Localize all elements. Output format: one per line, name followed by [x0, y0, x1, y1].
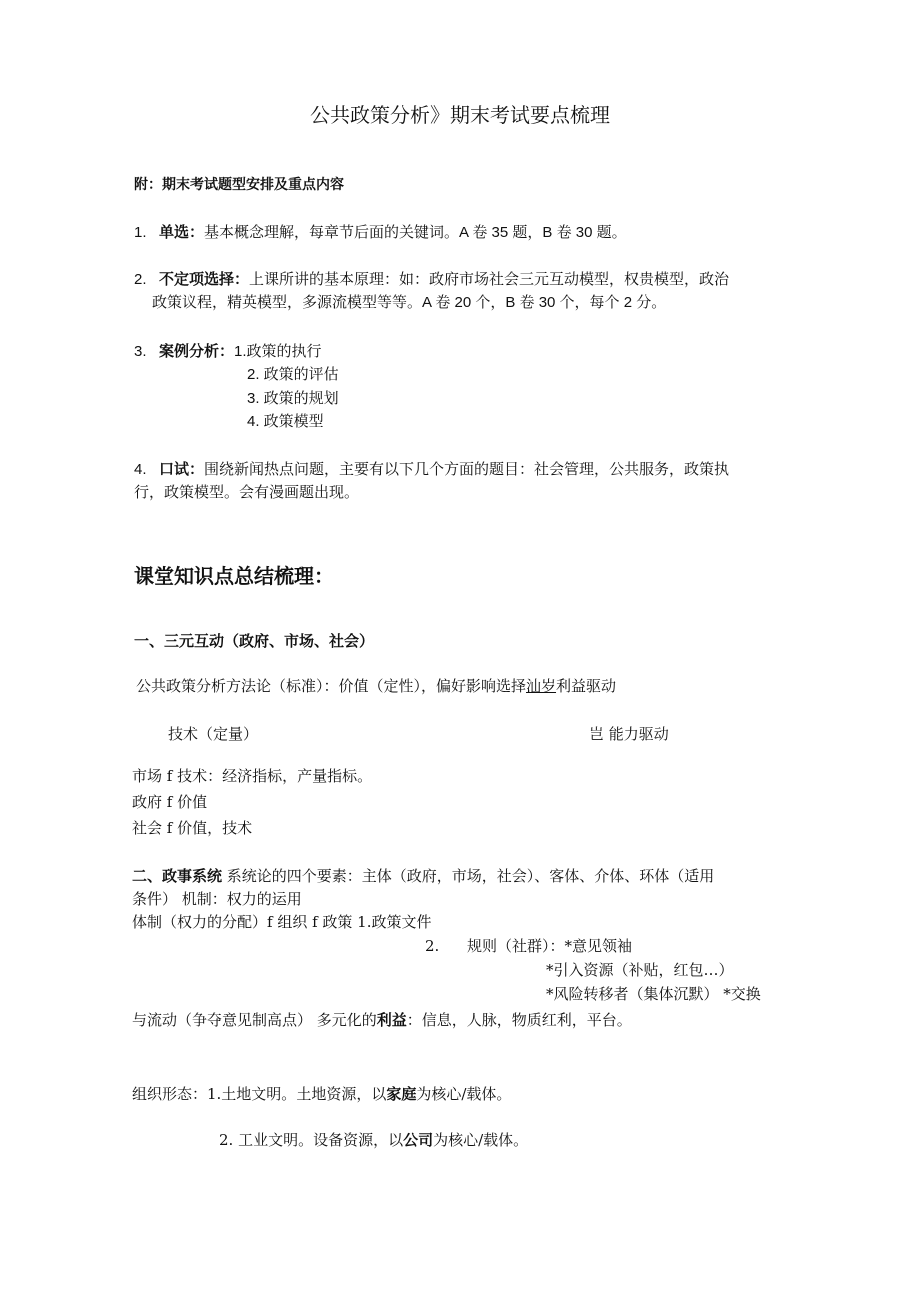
text: 公司 [403, 1131, 434, 1149]
s2-line3: 体制（权力的分配）f 组织 f 政策 1.政策文件 [132, 913, 432, 931]
s2-line4: 规则（社群）：*意见领袖 [467, 937, 633, 955]
label: 口试： [159, 461, 205, 478]
s1-line1 [136, 676, 616, 696]
label: 单选： [159, 224, 205, 241]
s2-num: 2. [425, 937, 440, 955]
text: 公共政策分析方法论（标准）：价值（定性），偏好影响选择 [136, 677, 527, 695]
org-line1 [132, 1084, 511, 1104]
text: 利益 [376, 1011, 407, 1029]
text: 汕岁 [526, 677, 557, 695]
section-heading: 课堂知识点总结梳理： [134, 566, 334, 588]
text: 上课所讲的基本原理：如：政府市场社会三元互动模型，权贵模型，政治 [249, 271, 730, 288]
text: 1.政策的执行 [234, 343, 322, 360]
doc-title: 公共政策分析》期末考试要点梳理 [310, 105, 610, 127]
s1-society: 社会 f 价值，技术 [132, 819, 253, 837]
s1-gov: 政府 f 价值 [132, 793, 208, 811]
case-item: 4. 政策模型 [247, 413, 324, 430]
text: 基本概念理解，每章节后面的关键词。A 卷 35 题，B 卷 30 题。 [204, 224, 627, 241]
s2-line7 [132, 1010, 632, 1030]
item-4-cont: 行，政策模型。会有漫画题出现。 [134, 484, 360, 501]
item-3 [134, 342, 322, 362]
text: 组织形态：1.土地文明。土地资源，以 [132, 1085, 387, 1103]
text: 为核心/载体。 [416, 1085, 512, 1103]
item-1 [134, 223, 627, 243]
s2-line6: *风险转移者（集体沉默） *交换 [546, 985, 761, 1003]
appendix-heading: 附：期末考试题型安排及重点内容 [134, 176, 344, 192]
org-line2 [219, 1130, 528, 1150]
s1-heading: 一、三元互动（政府、市场、社会） [134, 633, 375, 650]
case-item: 3. 政策的规划 [247, 390, 339, 407]
text: 2. 工业文明。设备资源，以 [219, 1131, 404, 1149]
item-2 [134, 270, 729, 290]
num: 1. [134, 224, 147, 241]
s1-tech: 技术（定量） [168, 725, 259, 743]
text: 系统论的四个要素：主体（政府，市场，社会）、客体、介体、环体（适用 [222, 867, 715, 885]
label: 不定项选择： [159, 271, 250, 288]
s2-heading: 二、政事系统 [132, 867, 223, 885]
case-item: 2. 政策的评估 [247, 366, 339, 383]
num: 3. [134, 343, 147, 360]
text: ：信息，人脉，物质红利，平台。 [406, 1011, 632, 1029]
text: 为核心/载体。 [433, 1131, 529, 1149]
s1-cap: 岂 能力驱动 [589, 725, 669, 743]
item-2-cont: 政策议程，精英模型，多源流模型等等。A 卷 20 个，B 卷 30 个，每个 2 分。 [152, 294, 667, 311]
num: 4. [134, 461, 147, 478]
s2-line1 [132, 866, 714, 886]
s2-line2: 条件） 机制：权力的运用 [132, 890, 302, 908]
text: 家庭 [386, 1085, 417, 1103]
s1-market: 市场 f 技术：经济指标，产量指标。 [132, 767, 373, 785]
num: 2. [134, 271, 147, 288]
s2-line5: *引入资源（补贴，红包…） [546, 961, 734, 979]
text: 利益驱动 [556, 677, 617, 695]
text: 与流动（争夺意见制高点） 多元化的 [132, 1011, 377, 1029]
label: 案例分析： [159, 343, 235, 360]
text: 围绕新闻热点问题，主要有以下几个方面的题目：社会管理，公共服务，政策执 [204, 461, 730, 478]
item-4 [134, 460, 729, 480]
